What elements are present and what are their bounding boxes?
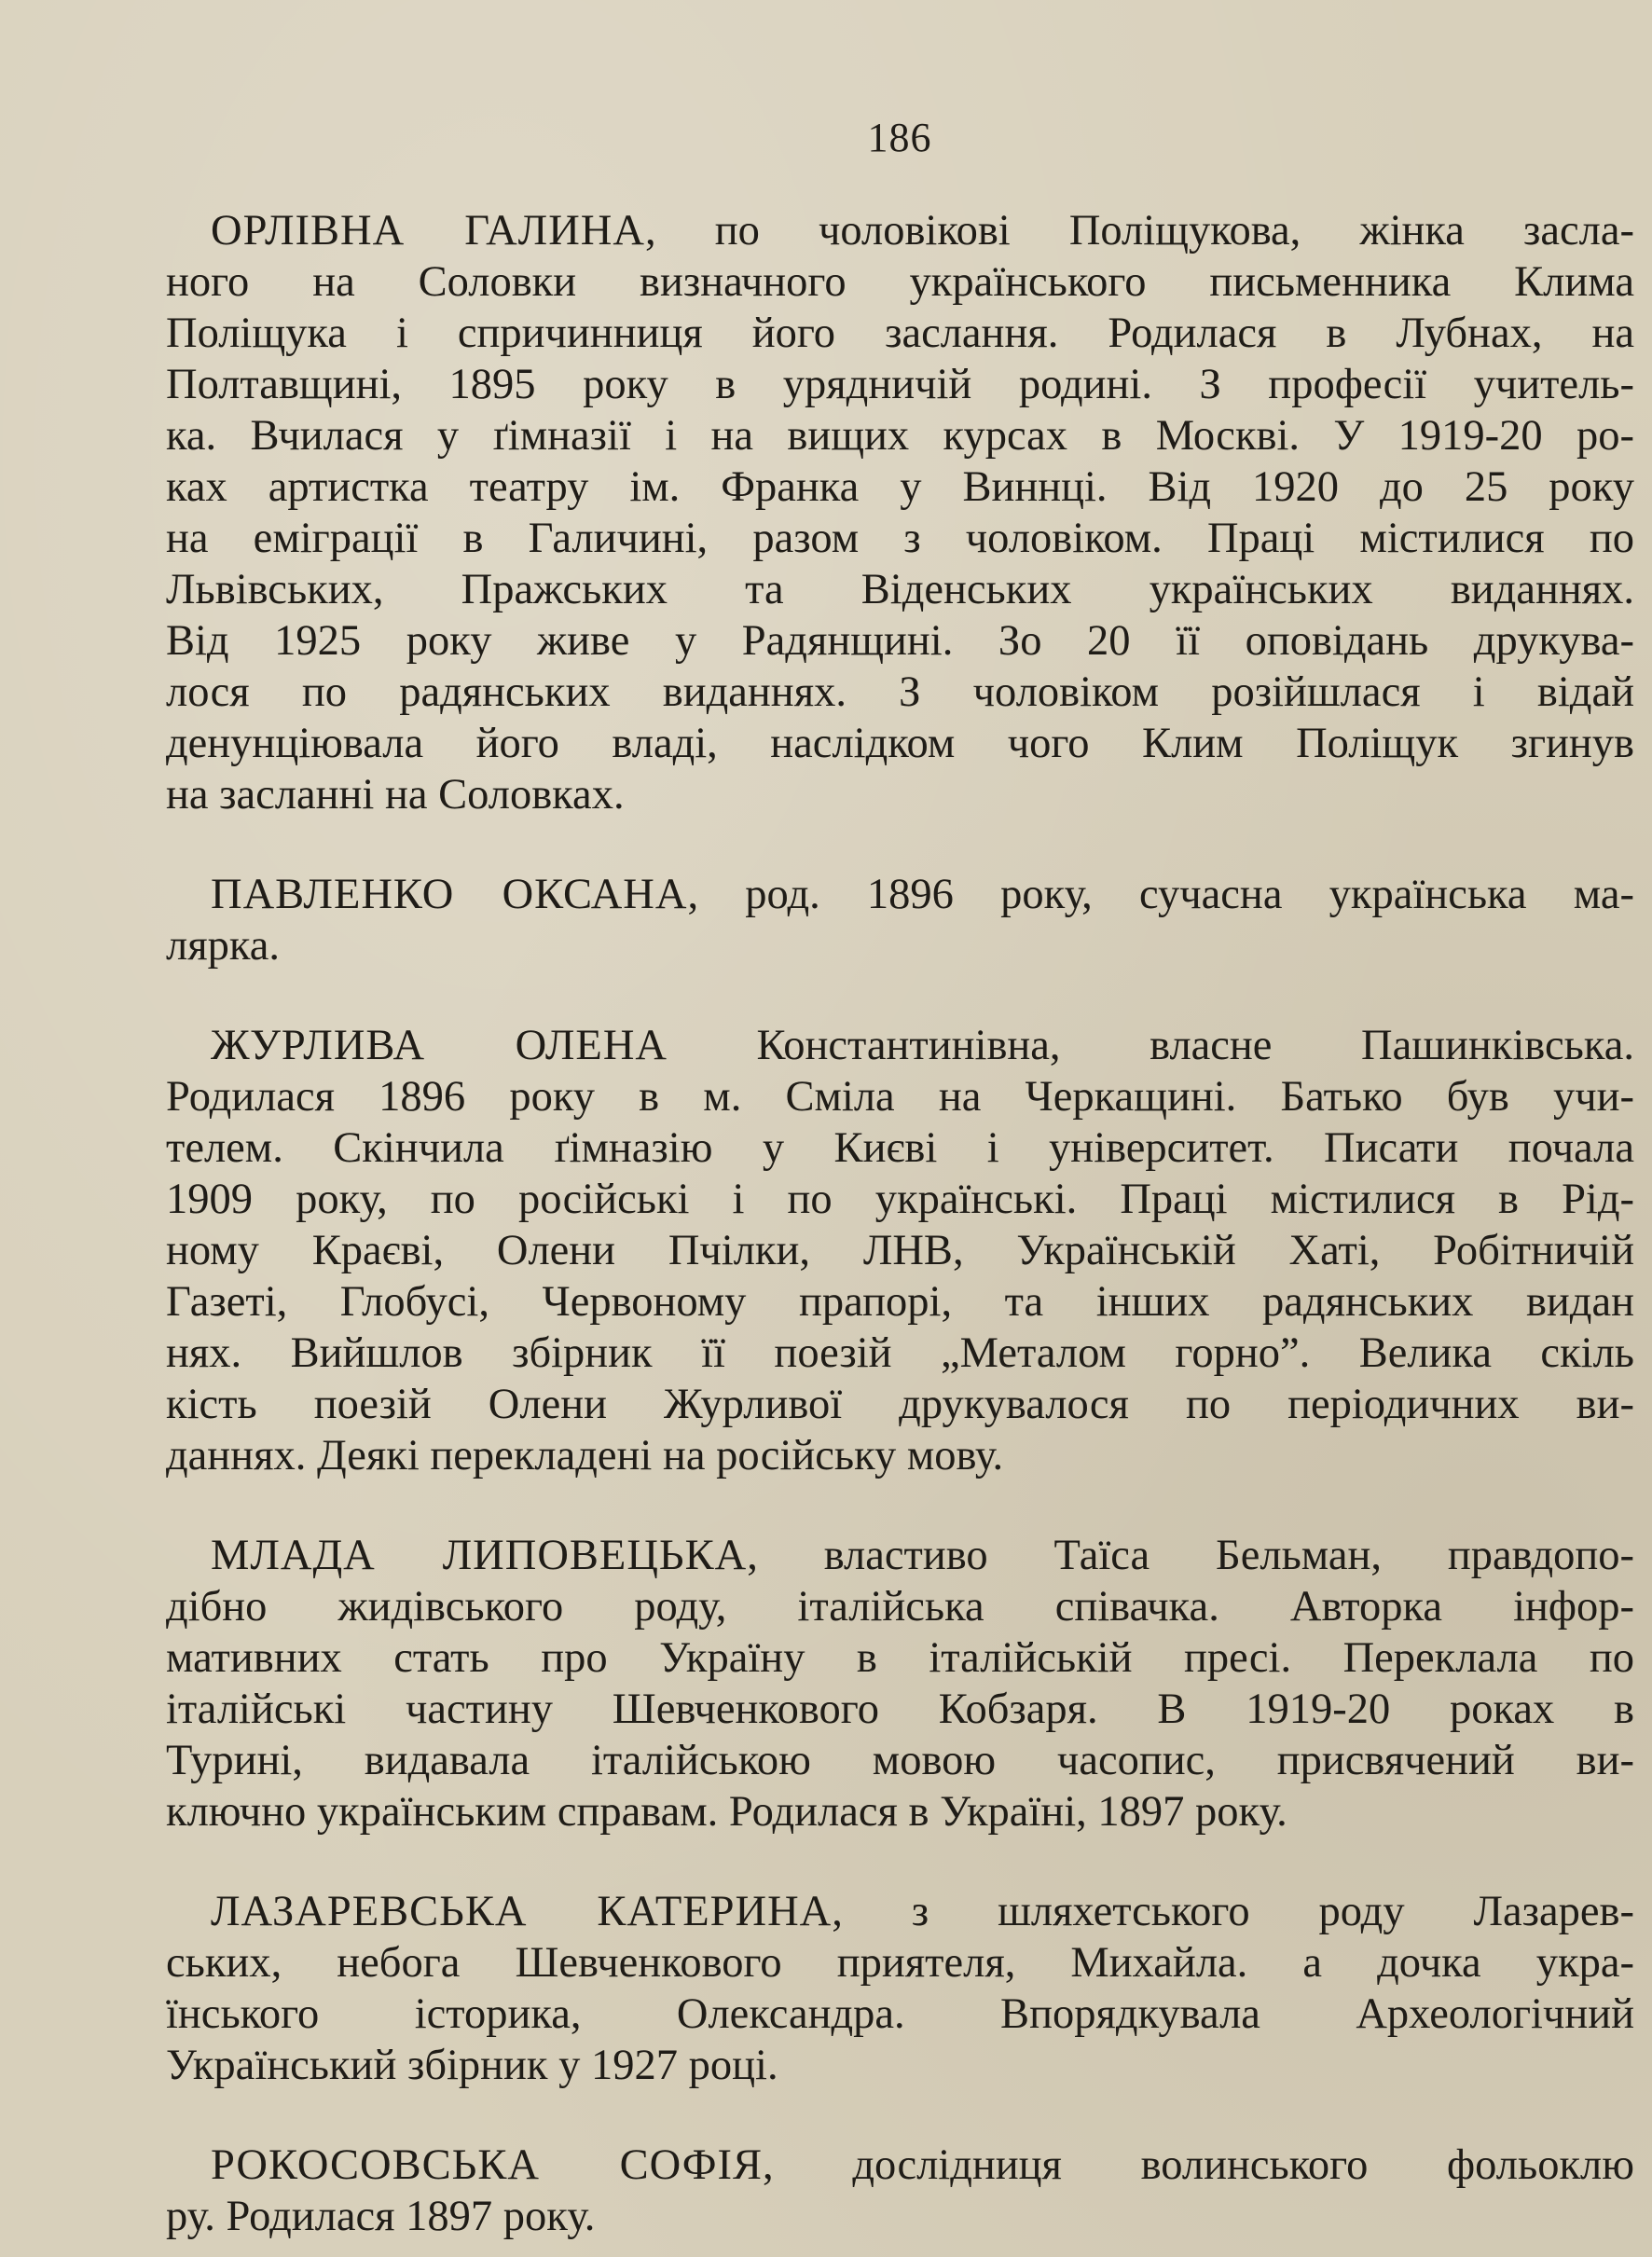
entry-pavlenko <box>166 869 1633 971</box>
entry-text-line: Константинівна, власне Пашинківська. <box>668 1022 1634 1069</box>
entry-text-line: лося по радянських виданнях. З чоловіком розійшлася і відай <box>166 668 1634 716</box>
entry-text-line: Турині, видавала італійською мовою часопис, присвячений ви- <box>166 1737 1634 1784</box>
entry-text-line: , властиво Таїса Бельман, правдопо- <box>747 1532 1634 1579</box>
entry-text-line: ного на Соловки визначного українського письменника Клима <box>166 258 1634 306</box>
entry-mlada-lypovetska <box>166 1530 1633 1837</box>
entry-text-line: денунціювала його владі, наслідком чого Клим Поліщук згинув <box>166 720 1634 767</box>
entry-rokosovska <box>166 2140 1633 2242</box>
entry-text-line: їнського історика, Олександра. Впорядкувала Археологічний <box>166 1990 1634 2038</box>
entry-name: ОРЛІВНА ГАЛИНА <box>211 207 645 255</box>
entry-text-line: лярка. <box>166 922 280 970</box>
entry-text-line: кість поезій Олени Журливої друкувалося по періодичних ви- <box>166 1381 1634 1428</box>
entry-name: МЛАДА ЛИПОВЕЦЬКА <box>211 1532 748 1579</box>
entry-text-line: телем. Скінчила ґімназію у Києві і університет. Писати почала <box>166 1124 1634 1172</box>
entry-text-line: ру. Родилася 1897 року. <box>166 2193 596 2240</box>
entry-zhurlyva <box>166 1020 1633 1481</box>
entry-name: ЖУРЛИВА ОЛЕНА <box>211 1022 668 1069</box>
entry-name: РОКОСОВСЬКА СОФІЯ <box>211 2141 764 2189</box>
entry-text-line: італійські частину Шевченкового Кобзаря. В 1919-20 роках в <box>166 1686 1634 1733</box>
entry-text-line: ських, небога Шевченкового приятеля, Михайла. а дочка укра- <box>166 1939 1634 1987</box>
entry-text-line: дібно жидівського роду, італійська співачка. Авторка інфор- <box>166 1583 1634 1631</box>
entry-text-line: Полтавщині, 1895 року в урядничій родині. З професії учитель- <box>166 361 1634 408</box>
entry-lazarevska <box>166 1886 1633 2091</box>
entry-text-line: Родилася 1896 року в м. Сміла на Черкащині. Батько був учи- <box>166 1073 1634 1121</box>
entry-text-line: , з шляхетського роду Лазарев- <box>832 1888 1634 1935</box>
page-number: 186 <box>867 115 932 160</box>
entry-text-line: ключно українським справам. Родилася в Україні, 1897 року. <box>166 1788 1287 1836</box>
entry-text-line: ка. Вчилася у ґімназії і на вищих курсах в Москві. У 1919-20 ро- <box>166 412 1634 460</box>
entry-text-line: , дослідниця волинського фольоклю <box>763 2141 1635 2189</box>
entry-text-line: ному Краєві, Олени Пчілки, ЛНВ, Українській Хаті, Робітничій <box>166 1227 1634 1274</box>
entry-text-line: , род. 1896 року, сучасна українська ма- <box>687 871 1634 918</box>
entry-text-line: мативних стать про Україну в італійській пресі. Переклала по <box>166 1634 1634 1682</box>
entry-text-line: Львівських, Пражських та Віденських українських виданнях. <box>166 566 1634 613</box>
entry-text-line: на еміграції в Галичині, разом з чоловіком. Праці містилися по <box>166 515 1634 562</box>
entry-text-line: Український збірник у 1927 році. <box>166 2042 778 2089</box>
entry-text-line: Поліщука і спричинниця його заслання. Родилася в Лубнах, на <box>166 310 1634 357</box>
entry-text-line: , по чоловікові Поліщукова, жінка засла- <box>644 207 1635 255</box>
entry-text-line: даннях. Деякі перекладені на російську мову. <box>166 1432 1004 1479</box>
entry-name: ЛАЗАРЕВСЬКА КАТЕРИНА <box>211 1888 833 1935</box>
entry-text-line: на засланні на Соловках. <box>166 771 625 819</box>
entry-text-line: Газеті, Глобусі, Червоному прапорі, та інших радянських видан <box>166 1278 1634 1326</box>
entry-name: ПАВЛЕНКО ОКСАНА <box>211 871 688 918</box>
entry-orlivna <box>166 205 1633 820</box>
entry-text-line: нях. Вийшлов збірник її поезій „Металом горно”. Велика скіль <box>166 1329 1634 1377</box>
entry-text-line: 1909 року, по російські і по українські. Праці містилися в Рід- <box>166 1176 1634 1223</box>
entry-text-line: ках артистка театру ім. Франка у Виннці. Від 1920 до 25 року <box>166 463 1634 511</box>
entry-text-line: Від 1925 року живе у Радянщині. Зо 20 її оповідань друкува- <box>166 617 1634 665</box>
